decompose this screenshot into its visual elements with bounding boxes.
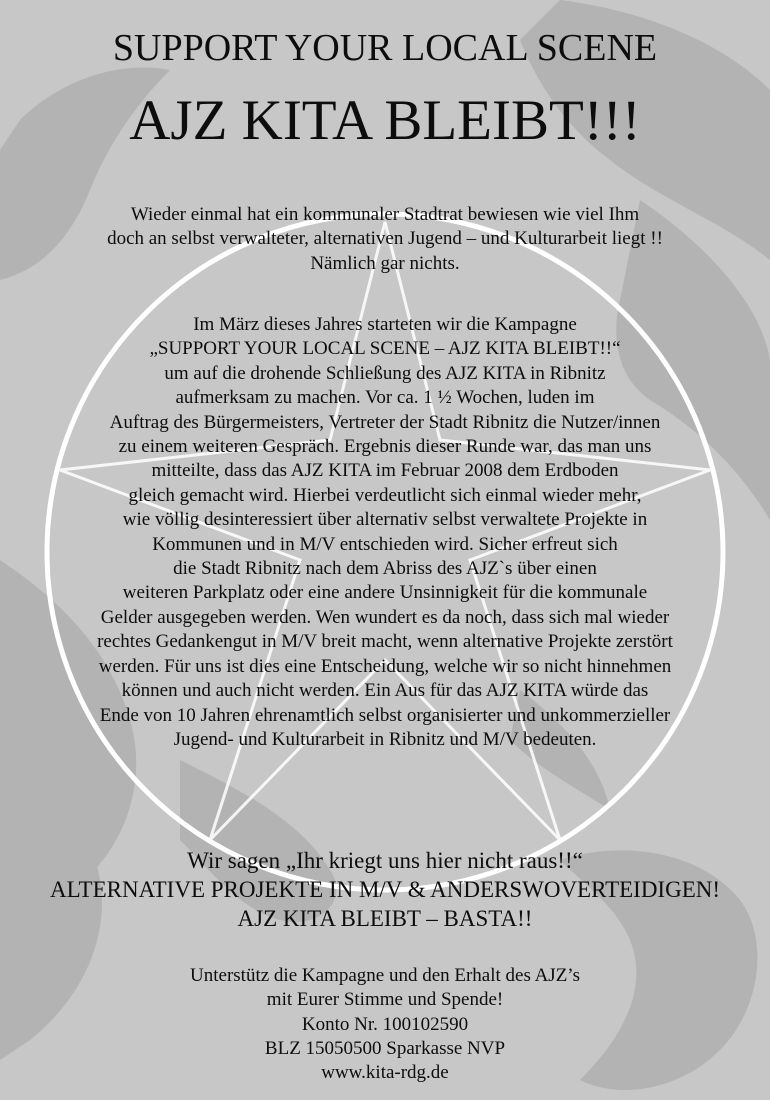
- text-line: Jugend- und Kulturarbeit in Ribnitz und M/V bedeuten.: [173, 728, 597, 750]
- account-number: Konto Nr. 100102590: [301, 1013, 469, 1035]
- text-line: aufmerksam zu machen. Vor ca. 1 ½ Wochen, luden im: [175, 387, 595, 409]
- text-line: die Stadt Ribnitz nach dem Abriss des AJZ`s über einen: [173, 558, 597, 580]
- text-line: werden. Für uns ist dies eine Entscheidung, welche wir so nicht hinnehmen: [98, 655, 672, 677]
- slogan-line: ALTERNATIVE PROJEKTE IN M/V & ANDERSWOVERTEIDIGEN!: [49, 877, 721, 902]
- text-line: Ende von 10 Jahren ehrenamtlich selbst organisierter und unkommerzieller: [99, 704, 671, 726]
- support-line: Unterstütz die Kampagne und den Erhalt des AJZ’s: [190, 965, 580, 986]
- slogan-line: Wir sagen „Ihr kriegt uns hier nicht raus!!“: [187, 848, 583, 873]
- text-line: Wieder einmal hat ein kommunaler Stadtrat bewiesen wie viel Ihm: [130, 204, 640, 225]
- text-line: Auftrag des Bürgermeisters, Vertreter der Stadt Ribnitz die Nutzer/innen: [109, 411, 661, 433]
- text-line: um auf die drohende Schließung des AJZ KITA in Ribnitz: [164, 362, 606, 384]
- text-line: Nämlich gar nichts.: [310, 252, 460, 274]
- text-line: zu einem weiteren Gespräch. Ergebnis dieser Runde war, das man uns: [118, 436, 652, 458]
- text-line: wie völlig desinteressiert über alternativ selbst verwaltete Projekte in: [122, 509, 648, 531]
- text-line: rechtes Gedankengut in M/V breit macht, wenn alternative Projekte zerstört: [97, 631, 673, 653]
- support-line: mit Eurer Stimme und Spende!: [266, 989, 504, 1011]
- intro-paragraph: [30, 203, 740, 276]
- text-line: gleich gemacht wird. Hierbei verdeutlicht sich einmal wieder mehr,: [128, 484, 642, 506]
- text-line: Kommunen und in M/V entschieden wird. Sicher erfreut sich: [152, 533, 618, 555]
- bank-code: BLZ 15050500 Sparkasse NVP: [264, 1037, 506, 1059]
- text-line: „SUPPORT YOUR LOCAL SCENE – AJZ KITA BLEIBT!!“: [149, 338, 621, 360]
- slogan-line: AJZ KITA BLEIBT – BASTA!!: [237, 906, 533, 931]
- text-line: Gelder ausgegeben werden. Wen wundert es da noch, dass sich mal wieder: [100, 606, 670, 628]
- text-line: Im März dieses Jahres starteten wir die Kampagne: [193, 314, 577, 335]
- slogan-block: [0, 846, 770, 933]
- donation-info: [0, 964, 770, 1085]
- headline-large: AJZ KITA BLEIBT!!!: [129, 89, 641, 152]
- body-paragraph: [30, 313, 740, 752]
- website-link[interactable]: www.kita-rdg.de: [321, 1062, 449, 1084]
- text-line: doch an selbst verwalteter, alternativen Jugend – und Kulturarbeit liegt !!: [107, 228, 663, 250]
- text-line: mitteilte, dass das AJZ KITA im Februar 2008 dem Erdboden: [151, 460, 619, 482]
- headline-small: SUPPORT YOUR LOCAL SCENE: [112, 27, 658, 69]
- text-line: können und auch nicht werden. Ein Aus für das AJZ KITA würde das: [121, 680, 649, 702]
- text-line: weiteren Parkplatz oder eine andere Unsinnigkeit für die kommunale: [122, 582, 648, 604]
